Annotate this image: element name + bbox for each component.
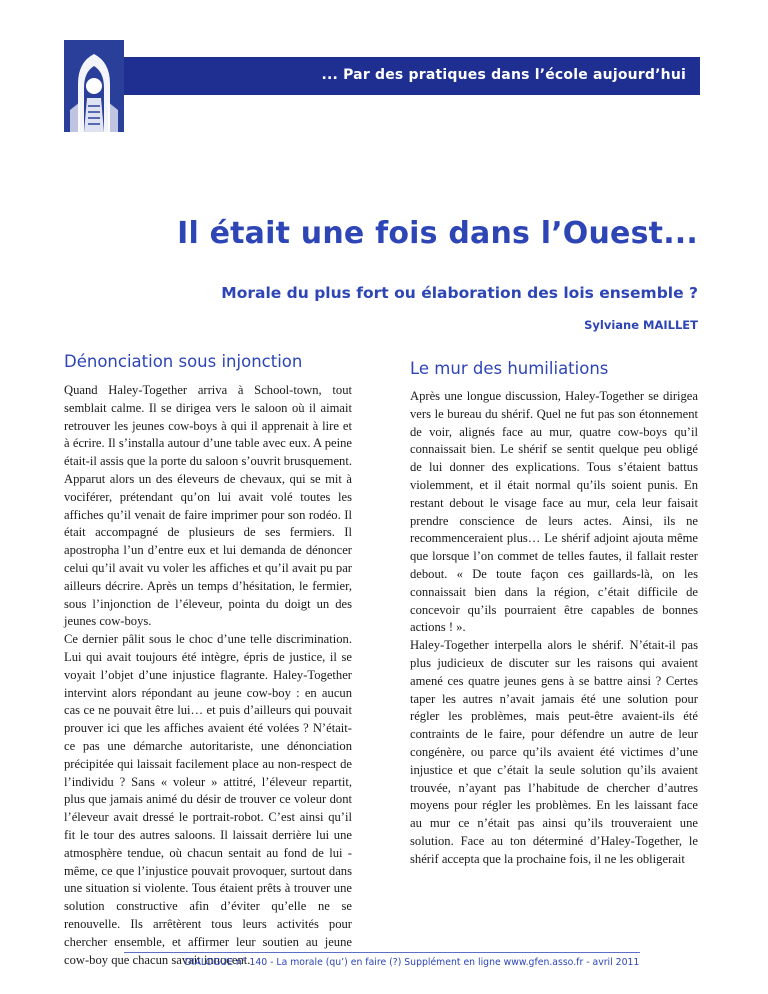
logo-figure-icon xyxy=(64,40,124,132)
banner-text: ... Par des pratiques dans l’école aujourd’hui xyxy=(321,67,686,83)
paragraph: Haley-Together interpella alors le shérif. N’était-il pas plus judicieux de discuter sur les raisons qui avaient amené ces quatre jeunes gens à se battre ainsi ? Certes taper les autres n’avait jamais été une solution pour régler les problèmes, mais peut-être avaient-ils été contraints de le faire, pour défendre un autre de leur congénère, ou parce qu’ils avaient été victimes d’une injustice et que c’était la seule solution qu’ils avaient trouvée, n’ayant pas l’habitude de chercher d’autres moyens pour régler les problèmes. En les laissant face au mur ce n’était pas ainsi qu’ils trouveraient une solution. Face au ton déterminé d’Haley-Together, le shérif accepta que la prochaine fois, il ne les obligerait xyxy=(410,638,698,866)
paragraph: Quand Haley-Together arriva à School-town, tout semblait calme. Il se dirigea vers le saloon où il aimait retrouver les jeunes cow-boys à qui il apprenait à lire et à écrire. Il s’installa autour d’une table avec eux. A peine était-il assis que la porte du saloon s’ouvrit brusquement. Apparut alors un des éleveurs de chevaux, qui se mit à vociférer, prétendant qu’on lui avait volé toutes les affiches qu’il venait de faire imprimer pour son rodéo. Il était accompagné de plusieurs de ses fermiers. Il apostropha l’un d’entre eux et lui demanda de dénoncer celui qu’il avait vu voler les affiches et qu’il avait pu par ailleurs décrire. Après un temps d’hésitation, le fermier, sous l’injonction de l’éleveur, pointa du doigt un des jeunes cow-boys. xyxy=(64,383,352,629)
left-column xyxy=(64,346,352,969)
section-heading-mur-humiliations: Le mur des humiliations xyxy=(410,359,609,378)
page-footer: DIALOGUE n° 140 - La morale (qu’) en faire (?) Supplément en ligne www.gfen.asso.fr - avril 2011 xyxy=(184,957,640,968)
paragraph: Ce dernier pâlit sous le choc d’une telle discrimination. Lui qui avait toujours été intègre, épris de justice, il se voyait l’objet d’une injustice flagrante. Haley-Together intervint alors répondant au jeune cow-boy : en aucun cas ce ne pouvait être lui… et puis d’ailleurs qui pouvait prouver ici que les affiches avaient été volées ? N’était-ce pas une démarche autoritariste, une dénonciation précipitée qui laissait facilement place au non-respect de l’individu ? Sans « voleur » attitré, l’éleveur repartit, plus que jamais animé du désir de trouver ce voleur dont l’éleveur avait dressé le portrait-robot. C’est ainsi qu’il fit le tour des autres saloons. Il laissait derrière lui une atmosphère tendue, où chacun sentait au fond de lui - même, ce que l’injustice pouvait provoquer, surtout dans une situation si violente. Tous étaient prêts à trouver une solution constructive afin d’éviter qu’elle ne se renouvelle. Ils arrêtèrent tous leurs activités pour chercher ensemble, et affirmer leur soutien au jeune cow-boy que chacun savait innocent. xyxy=(64,632,352,967)
article-title: Il était une fois dans l’Ouest... xyxy=(177,216,698,251)
paragraph: Après une longue discussion, Haley-Together se dirigea vers le bureau du shérif. Quel ne fut pas son étonnement de voir, alignés face au mur, quatre cow-boys qu’il connaissait bien. Le shérif se sentit quelque peu obligé de lui donner des explications. Tous s’étaient battus violemment, et il était normal qu’ils soient punis. En restant debout le visage face au mur, cela leur faisait prendre conscience de leurs actes. Ainsi, ils ne recommenceraient plus… Le shérif adjoint ajouta même que lorsque l’on commet de telles fautes, il fallait rester debout. « De toute façon ces gaillards-là, on les connaissait bien dans la région, c’était difficile de concevoir qu’ils pourraient être capables de bonnes actions ! ». xyxy=(410,389,698,635)
header-banner xyxy=(124,57,700,95)
dialogue-logo xyxy=(64,40,124,132)
footer-divider xyxy=(124,952,640,953)
right-column xyxy=(410,346,698,869)
article-author: Sylviane MAILLET xyxy=(584,318,698,332)
section-heading-denonciation: Dénonciation sous injonction xyxy=(64,352,303,371)
article-subtitle: Morale du plus fort ou élaboration des lois ensemble ? xyxy=(221,284,698,302)
